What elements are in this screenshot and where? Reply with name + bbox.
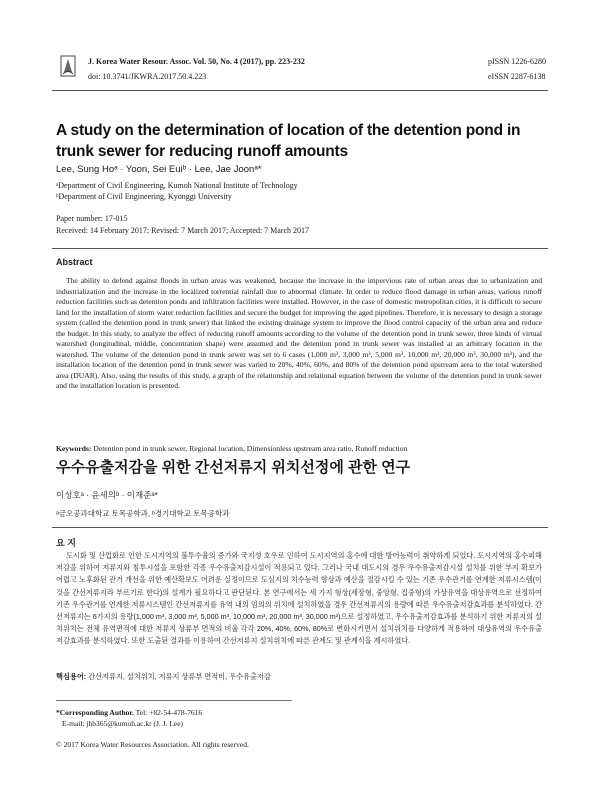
corresponding-tel: Tel: +82-54-478-7616 <box>133 708 203 717</box>
paper-number: Paper number: 17-015 <box>56 214 128 223</box>
keywords-korean-label: 핵심용어: <box>56 672 87 681</box>
pissn: pISSN 1226-6280 <box>487 57 546 66</box>
keywords-korean <box>56 672 542 682</box>
keywords-english <box>56 444 542 453</box>
affiliations-english <box>56 180 298 202</box>
abstract-korean: 도시화 및 산업화로 인한 도시지역의 불투수율의 증가와 국지성 호우로 인하여 도시지역의 홍수에 대한 방어능력이 취약하게 되었다. 도시지역의 홍수피해 저감을 위하여 저류지와 침투시설을 포함한 각종 우수유출저감시설이 적용되고 있다. 그러나 국내 대도시의 경우 우수유출저감시설 설치를 위한 부지 확보가 어렵고 노후화된 관거 개선을 위한 예산확보도 어려운 실정이므로 도심지의 치수능력 향상과 예산을 절감시킬 수 있는 기존 우수관거를 연계한 저류시스템(이것을 간선저류지라 부르기로 한다)의 설계가 필요하다고 판단된다. 본 연구에서는 세 가지 형상(세장형, 중앙형, 집중형)의 가상유역을 대상유역으로 선정하여 기존 우수관거를 연계한 저류시스템인 간선저류지를 유역 내의 임의의 위치에 설치하였을 경우 간선저류지의 용량에 따른 우수유출저감효과를 분석하였다. 간선저류지는 6가지의 용량(1,000 m³, 3,000 m³, 5,000 m³, 10,000 m³, 20,000 m³, 30,000 m³)으로 설정하였고, 우수유출저감효과를 분석하기 위한 저류지의 설치위치는 전체 유역면적에 대한 저류지 상류부 면적의 비율 각각 20%, 40%, 60%, 80%로 변화시키면서 설치위치를 다양하게 적용하여 대상유역의 우수유출저감효과를 분석하였다. 또한 도출된 결과를 이용하여 간선저류지 설치위치에 따른 관계도 및 관계식을 제시하였다. <box>56 551 542 646</box>
header-rule <box>52 90 548 91</box>
eissn: eISSN 2287-6138 <box>487 72 546 81</box>
paper-dates: Received: 14 February 2017; Revised: 7 March 2017; Accepted: 7 March 2017 <box>56 226 310 235</box>
abstract-english: The ability to defend against floods in urban areas was weakened, because the increase in the impervious rate of urban areas due to urbanization and industrialization and the increase in the localized torrential rainfall due to abnormal climate. In order to reduce flood damage in urban areas, various runoff reduction facilities such as detention ponds and infiltration facilities were installed. However, in the case of domestic metropolitan cities, it is difficult to secure land for the installation of storm water reduction facilities and secure the budget for improving the aged pipelines. Therefore, it is necessary to design a storage system (called the detention pond in trunk sewer) that linked the existing drainage system to improve the flood control capacity of the urban area and reduce the budget. In this study, to analyze the effect of reducing runoff amounts according to the volume of the detention pond in trunk sewer, three kinds of virtual watershed (longitudinal, middle, concentration shape) were assumed and the detention pond in trunk sewer was installed at an arbitrary location in the watershed. The volume of the detention pond in trunk sewer was set to 6 cases (1,000 m³, 3,000 m³, 5,000 m³, 10,000 m³, 20,000 m³, 30,000 m³), and the installation location of the detention pond in trunk sewer was varied to 20%, 40%, 60%, and 80% of the detention pond upstream area to the total watershed area (DUAR). Also, using the results of this study, a graph of the relationship and relational equation between the volume of the detention pond in trunk sewer and the installation location is presented. <box>56 276 542 390</box>
authors-korean: 이성호ᵃ · 윤세의ᵇ · 이재준ᵃ* <box>56 490 158 500</box>
doi[interactable]: doi: 10.3741/JKWRA.2017.50.4.223 <box>88 72 207 81</box>
title-english: A study on the determination of location of the detention pond in trunk sewer for reducing runoff amounts <box>56 122 521 160</box>
paper-info <box>56 213 309 237</box>
copyright-notice: © 2017 Korea Water Resources Association. All rights reserved. <box>56 740 249 749</box>
journal-name: J. Korea Water Resour. Assoc. Vol. 50, No. 4 (2017), pp. 223-232 <box>88 57 305 66</box>
corresponding-label: *Corresponding Author. <box>56 708 134 717</box>
authors-english: Lee, Sung Hoᵃ · Yoon, Sei Euiᵇ · Lee, Jae Joonᵃ* <box>56 164 262 175</box>
issn-block <box>488 54 546 84</box>
journal-logo-icon <box>60 54 76 78</box>
journal-header <box>52 48 548 88</box>
keywords-korean-list: 간선저류지, 설치위치, 저류지 상류부 면적비, 우수유출저감 <box>86 672 271 681</box>
keywords-list: Detention pond in trunk sewer, Regional location, Dimensionless upstream area ratio, Runoff reduction <box>91 444 408 453</box>
corresponding-email[interactable]: E-mail: jhb365@kumoh.ac.kr (J. J. Lee) <box>62 719 184 728</box>
abstract-top-rule <box>52 248 548 249</box>
keywords-label: Keywords: <box>56 444 92 453</box>
korean-abstract-rule <box>52 527 548 528</box>
footnote-rule <box>56 700 292 701</box>
title-korean: 우수유출저감을 위한 간선저류지 위치선정에 관한 연구 <box>56 459 411 476</box>
journal-citation <box>88 54 305 84</box>
affiliation-b: ᵇDepartment of Civil Engineering, Kyonggi University <box>56 192 232 201</box>
abstract-heading: Abstract <box>56 257 93 267</box>
affiliations-korean: ᵃ금오공과대학교 토목공학과, ᵇ경기대학교 토목공학과 <box>56 509 230 518</box>
corresponding-author <box>56 707 202 729</box>
abstract-korean-heading: 요 지 <box>56 538 76 548</box>
affiliation-a: ᵃDepartment of Civil Engineering, Kumoh National Institute of Technology <box>56 181 298 190</box>
